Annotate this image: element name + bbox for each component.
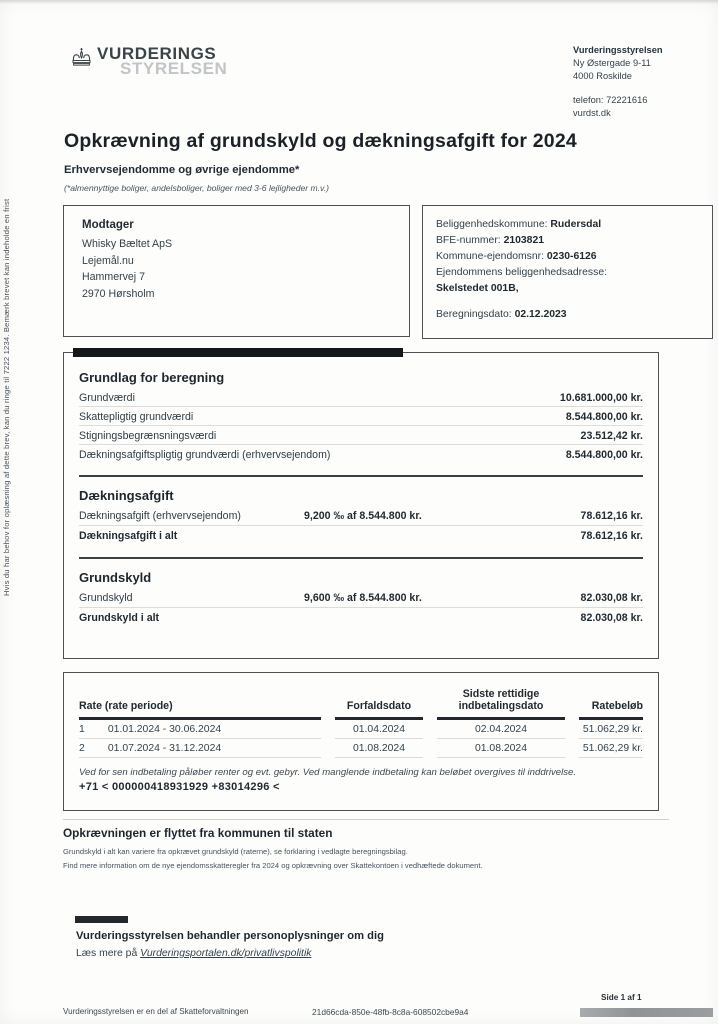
field-bfe-number — [436, 233, 699, 249]
late-payment-note: Ved for sen indbetaling påløber renter og evt. gebyr. Ved manglende indbetaling kan beløbet overgives til inddrivelse. — [79, 767, 577, 778]
section-calculation-basis — [79, 370, 643, 463]
document-subtitle: Erhvervsejendomme og øvrige ejendomme* — [64, 164, 300, 176]
row-calculation: 9,200 ‰ af 8.544.800 kr. — [304, 510, 422, 522]
table-row — [79, 426, 643, 445]
scan-edge-shading — [0, 0, 718, 4]
land-heading: Grundskyld — [79, 570, 152, 585]
field-municipality — [436, 217, 699, 233]
agency-website: vurdst.dk — [573, 108, 611, 118]
page-number: Side 1 af 1 — [601, 993, 642, 1002]
privacy-policy-link[interactable]: Vurderingsportalen.dk/privatlivspolitik — [140, 948, 312, 959]
bfe-label: BFE-nummer: — [436, 235, 501, 246]
logo-line-1: VURDERINGS — [97, 44, 217, 63]
municipal-no-value: 0230-6126 — [546, 251, 597, 262]
table-row — [79, 506, 643, 526]
row-label: Grundskyld — [79, 592, 133, 604]
basis-heading: Grundlag for beregning — [79, 370, 225, 385]
column-header-amount: Ratebeløb — [579, 700, 643, 720]
agency-logo — [70, 46, 227, 77]
readaloud-side-note: Hvis du har behov for oplæsning af dette brev, kan du ringe til 7222 1234. Bemærk brevet kan indeholde en frist — [2, 198, 11, 596]
row-amount: 8.544.800,00 kr. — [565, 448, 643, 461]
rate-last-cell: 01.08.2024 — [437, 739, 565, 758]
recipient-label: Modtager — [82, 219, 134, 231]
privacy-prefix: Læs mere på — [76, 948, 141, 959]
table-row — [79, 445, 643, 463]
total-row — [79, 526, 643, 545]
row-label: Stigningsbegrænsningsværdi — [79, 429, 217, 442]
rate-amount-cell: 51.062,29 kr. — [579, 720, 643, 739]
rate-due-cell: 01.04.2024 — [335, 720, 423, 739]
total-row — [79, 608, 643, 627]
municipality-label: Beliggenhedskommune: — [436, 219, 548, 230]
agency-logo-text — [97, 46, 227, 77]
recipient-box — [63, 205, 410, 337]
footer-document-id: 21d66cda-850e-48fb-8c8a-608502cbe9a4 — [312, 1007, 469, 1017]
bfe-value: 2103821 — [503, 235, 545, 246]
rate-amount-cell: 51.062,29 kr. — [579, 739, 643, 758]
privacy-marker-bar — [75, 916, 128, 923]
installments-table — [79, 688, 643, 758]
property-address-label: Ejendommens beliggenhedsadresse: — [436, 267, 607, 278]
rate-number: 2 — [79, 743, 85, 754]
row-amount: 82.030,08 kr. — [580, 592, 643, 604]
rate-period-cell — [79, 739, 321, 758]
section-cover-charge — [79, 488, 643, 545]
property-address-value: Skelstedet 001B, — [436, 283, 519, 294]
row-label: Grundværdi — [79, 391, 135, 404]
privacy-read-more — [76, 948, 311, 959]
section-divider — [79, 475, 643, 477]
rate-number: 1 — [79, 724, 85, 735]
agency-address-block — [573, 44, 715, 120]
field-property-address-value — [436, 281, 699, 297]
field-property-address-label — [436, 265, 699, 281]
municipality-value: Rudersdal — [550, 219, 602, 230]
rate-period: 01.01.2024 - 30.06.2024 — [107, 724, 222, 735]
column-header-last-payment-date: Sidste rettidige indbetalingsdato — [437, 688, 565, 720]
payment-id-line: +71 < 000000418931929 +83014296 < — [79, 781, 280, 793]
column-header-rate: Rate (rate periode) — [79, 700, 321, 720]
row-label: Dækningsafgiftspligtig grundværdi (erhvervsejendom) — [79, 448, 331, 461]
info-heading: Opkrævningen er flyttet fra kommunen til staten — [63, 819, 669, 840]
calculation-box — [63, 352, 659, 659]
footer-org-note: Vurderingsstyrelsen er en del af Skatteforvaltningen — [63, 1007, 249, 1016]
calc-date-label: Beregningsdato: — [436, 309, 512, 320]
installments-box — [63, 672, 659, 811]
rate-period-cell — [79, 720, 321, 739]
rate-period: 01.07.2024 - 31.12.2024 — [107, 743, 222, 754]
table-row — [79, 588, 643, 608]
recipient-company: Whisky Bæltet ApS — [82, 238, 173, 250]
recipient-city: 2970 Hørsholm — [82, 287, 155, 300]
crown-icon — [70, 46, 93, 71]
row-amount: 78.612,16 kr. — [580, 510, 643, 522]
info-line-1: Grundskyld i alt kan variere fra opkrævet grundskyld (raterne), se forklaring i vedlagte beregningsbilag. — [63, 847, 408, 856]
privacy-heading: Vurderingsstyrelsen behandler personoplysninger om dig — [76, 930, 384, 942]
total-label: Dækningsafgift i alt — [79, 530, 178, 542]
row-amount: 10.681.000,00 kr. — [559, 391, 643, 404]
document-title: Opkrævning af grundskyld og dækningsafgift for 2024 — [64, 130, 577, 152]
recipient-street: Hammervej 7 — [82, 271, 145, 283]
redaction-bar — [73, 348, 403, 357]
row-amount: 8.544.800,00 kr. — [565, 410, 643, 423]
info-line-2: Find mere information om de nye ejendomsskatteregler fra 2024 og opkrævning over Skattekontoen i vedhæftede dokument. — [63, 861, 483, 870]
field-municipal-property-no — [436, 249, 699, 265]
municipal-no-label: Kommune-ejendomsnr: — [436, 251, 544, 262]
subtitle-footnote: (*almennyttige boliger, andelsboliger, boliger med 3-6 lejligheder m.v.) — [64, 183, 329, 193]
row-label: Skattepligtig grundværdi — [79, 410, 194, 423]
property-info-box — [422, 205, 713, 339]
agency-phone: telefon: 72221616 — [573, 95, 648, 105]
row-label: Dækningsafgift (erhvervsejendom) — [79, 510, 241, 522]
table-row — [79, 388, 643, 407]
rate-last-cell: 02.04.2024 — [437, 720, 565, 739]
logo-line-2: STYRELSEN — [120, 59, 228, 78]
agency-street: Ny Østergade 9-11 — [573, 58, 651, 68]
recipient-co-name: Lejemål.nu — [82, 254, 134, 267]
rate-due-cell: 01.08.2024 — [335, 739, 423, 758]
total-amount: 78.612,16 kr. — [580, 530, 643, 542]
total-label: Grundskyld i alt — [79, 612, 160, 624]
section-land-tax — [79, 570, 643, 627]
calc-date-value: 02.12.2023 — [514, 309, 567, 320]
info-section — [63, 819, 669, 870]
agency-city: 4000 Roskilde — [573, 71, 632, 81]
row-amount: 23.512,42 kr. — [580, 429, 643, 442]
table-row — [79, 407, 643, 426]
cover-heading: Dækningsafgift — [79, 488, 174, 503]
footer-scan-bar — [580, 1008, 713, 1017]
row-calculation: 9,600 ‰ af 8.544.800 kr. — [304, 592, 422, 604]
agency-name: Vurderingsstyrelsen — [573, 45, 663, 55]
total-amount: 82.030,08 kr. — [580, 612, 643, 624]
field-calculation-date — [436, 307, 699, 323]
column-header-due-date: Forfaldsdato — [335, 700, 423, 720]
section-divider — [79, 557, 643, 559]
